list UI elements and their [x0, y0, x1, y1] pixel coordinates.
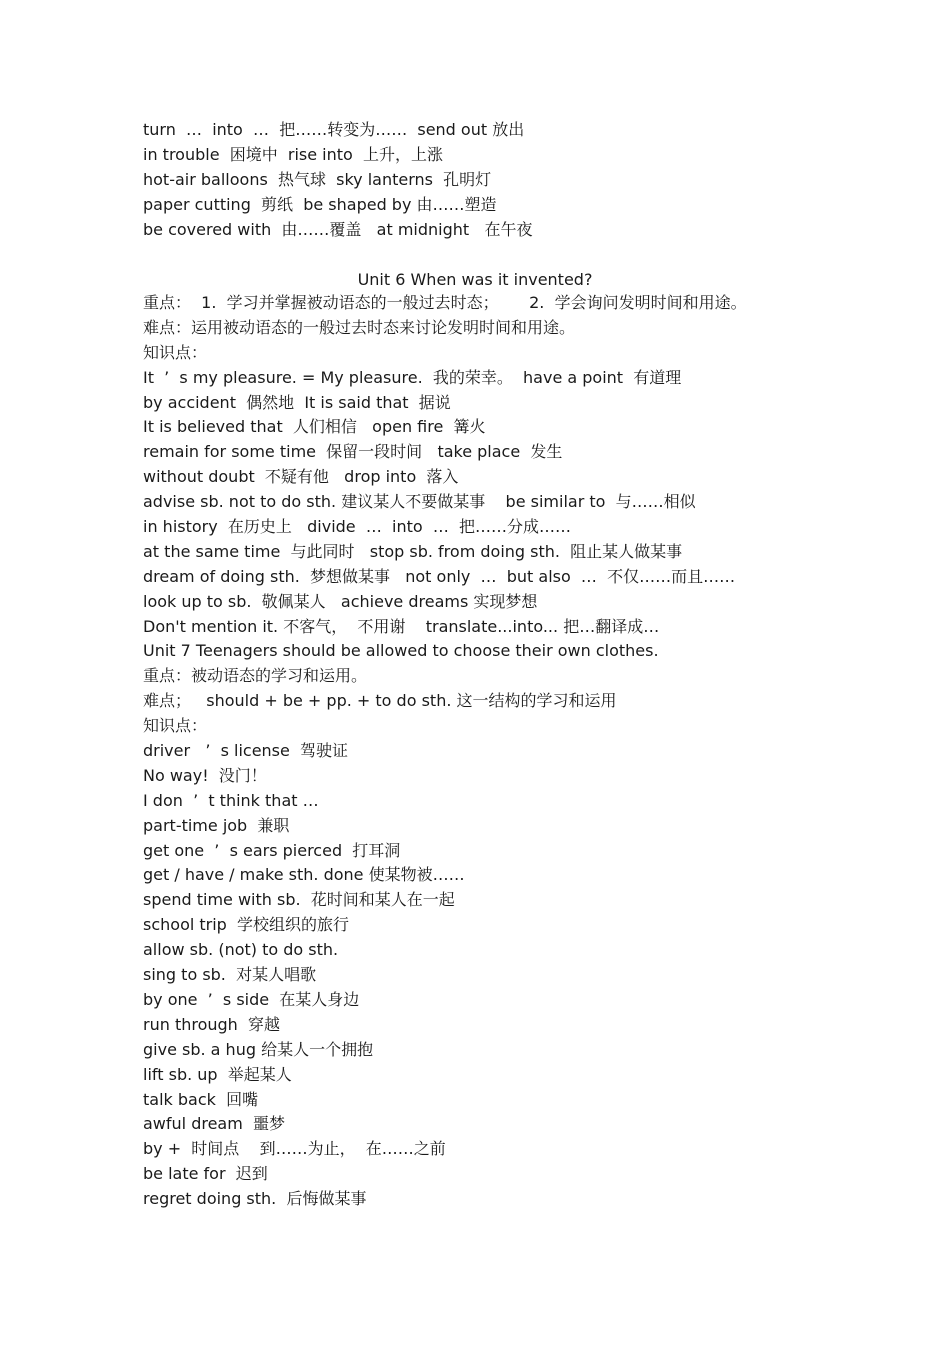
- phrase-line: without doubt 不疑有他 drop into 落入: [143, 467, 459, 487]
- phrase-line: lift sb. up 举起某人: [143, 1064, 292, 1084]
- phrase-line: awful dream 噩梦: [143, 1114, 285, 1134]
- phrase-line: dream of doing sth. 梦想做某事 not only … but also … 不仅……而且……: [143, 566, 736, 586]
- phrase-line: It ’ s my pleasure. = My pleasure. 我的荣幸。 have a point 有道理: [143, 367, 682, 387]
- phrase-line: spend time with sb. 花时间和某人在一起: [143, 890, 455, 910]
- unit7-difficulties: 难点； should + be + pp. + to do sth. 这一结构的学习和运用: [143, 691, 617, 711]
- phrase-line: allow sb. (not) to do sth.: [143, 940, 339, 960]
- phrase-line: regret doing sth. 后悔做某事: [143, 1189, 367, 1209]
- unit6-difficulties: 难点：运用被动语态的一般过去时态来讨论发明时间和用途。: [143, 317, 576, 337]
- unit7-title: Unit 7 Teenagers should be allowed to choose their own clothes.: [143, 641, 659, 661]
- phrase-line: by accident 偶然地 It is said that 据说: [143, 392, 451, 412]
- phrase-line: I don ’ t think that …: [143, 790, 319, 810]
- unit6-content: [143, 291, 843, 1212]
- phrase-line: in history 在历史上 divide … into … 把……分成……: [143, 517, 571, 537]
- phrase-line: No way! 没门！: [143, 765, 267, 785]
- phrase-line: sing to sb. 对某人唱歌: [143, 965, 317, 985]
- phrase-line: hot-air balloons 热气球 sky lanterns 孔明灯: [143, 169, 492, 189]
- unit6-key-points: 重点： 1. 学习并掌握被动语态的一般过去时态； 2. 学会询问发明时间和用途。: [143, 293, 747, 312]
- unit6-knowledge-heading: 知识点：: [143, 342, 208, 362]
- phrase-line: turn … into … 把……转变为…… send out 放出: [143, 120, 525, 139]
- phrase-line: in trouble 困境中 rise into 上升，上涨: [143, 144, 444, 164]
- unit7-key-points: 重点：被动语态的学习和运用。: [143, 666, 368, 686]
- phrase-line: school trip 学校组织的旅行: [143, 915, 350, 935]
- phrase-line: advise sb. not to do sth. 建议某人不要做某事 be similar to 与……相似: [143, 492, 696, 512]
- phrase-line: by one ’ s side 在某人身边: [143, 989, 360, 1009]
- phrase-line: look up to sb. 敬佩某人 achieve dreams 实现梦想: [143, 591, 538, 611]
- phrase-line: run through 穿越: [143, 1014, 280, 1034]
- phrase-line: be covered with 由……覆盖 at midnight 在午夜: [143, 219, 533, 239]
- phrase-line: Don't mention it. 不客气， 不用谢 translate...into... 把…翻译成…: [143, 616, 660, 636]
- phrase-line: talk back 回嘴: [143, 1089, 259, 1109]
- phrase-line: get one ’ s ears pierced 打耳洞: [143, 840, 401, 860]
- phrase-line: by + 时间点 到……为止， 在……之前: [143, 1139, 446, 1159]
- phrase-line: at the same time 与此同时 stop sb. from doing sth. 阻止某人做某事: [143, 541, 683, 561]
- phrase-line: part-time job 兼职: [143, 815, 290, 835]
- phrase-line: remain for some time 保留一段时间 take place 发生: [143, 442, 563, 462]
- phrase-line: It is believed that 人们相信 open fire 篝火: [143, 417, 486, 437]
- phrase-line: paper cutting 剪纸 be shaped by 由……塑造: [143, 194, 497, 214]
- phrase-line: get / have / make sth. done 使某物被……: [143, 865, 465, 885]
- phrase-line: give sb. a hug 给某人一个拥抱: [143, 1039, 374, 1059]
- phrase-line: be late for 迟到: [143, 1164, 268, 1184]
- unit7-knowledge-heading: 知识点：: [143, 716, 208, 736]
- unit6-title: Unit 6 When was it invented?: [357, 270, 593, 289]
- phrase-line: driver ’ s license 驾驶证: [143, 741, 349, 761]
- top-phrase-list: [143, 118, 843, 242]
